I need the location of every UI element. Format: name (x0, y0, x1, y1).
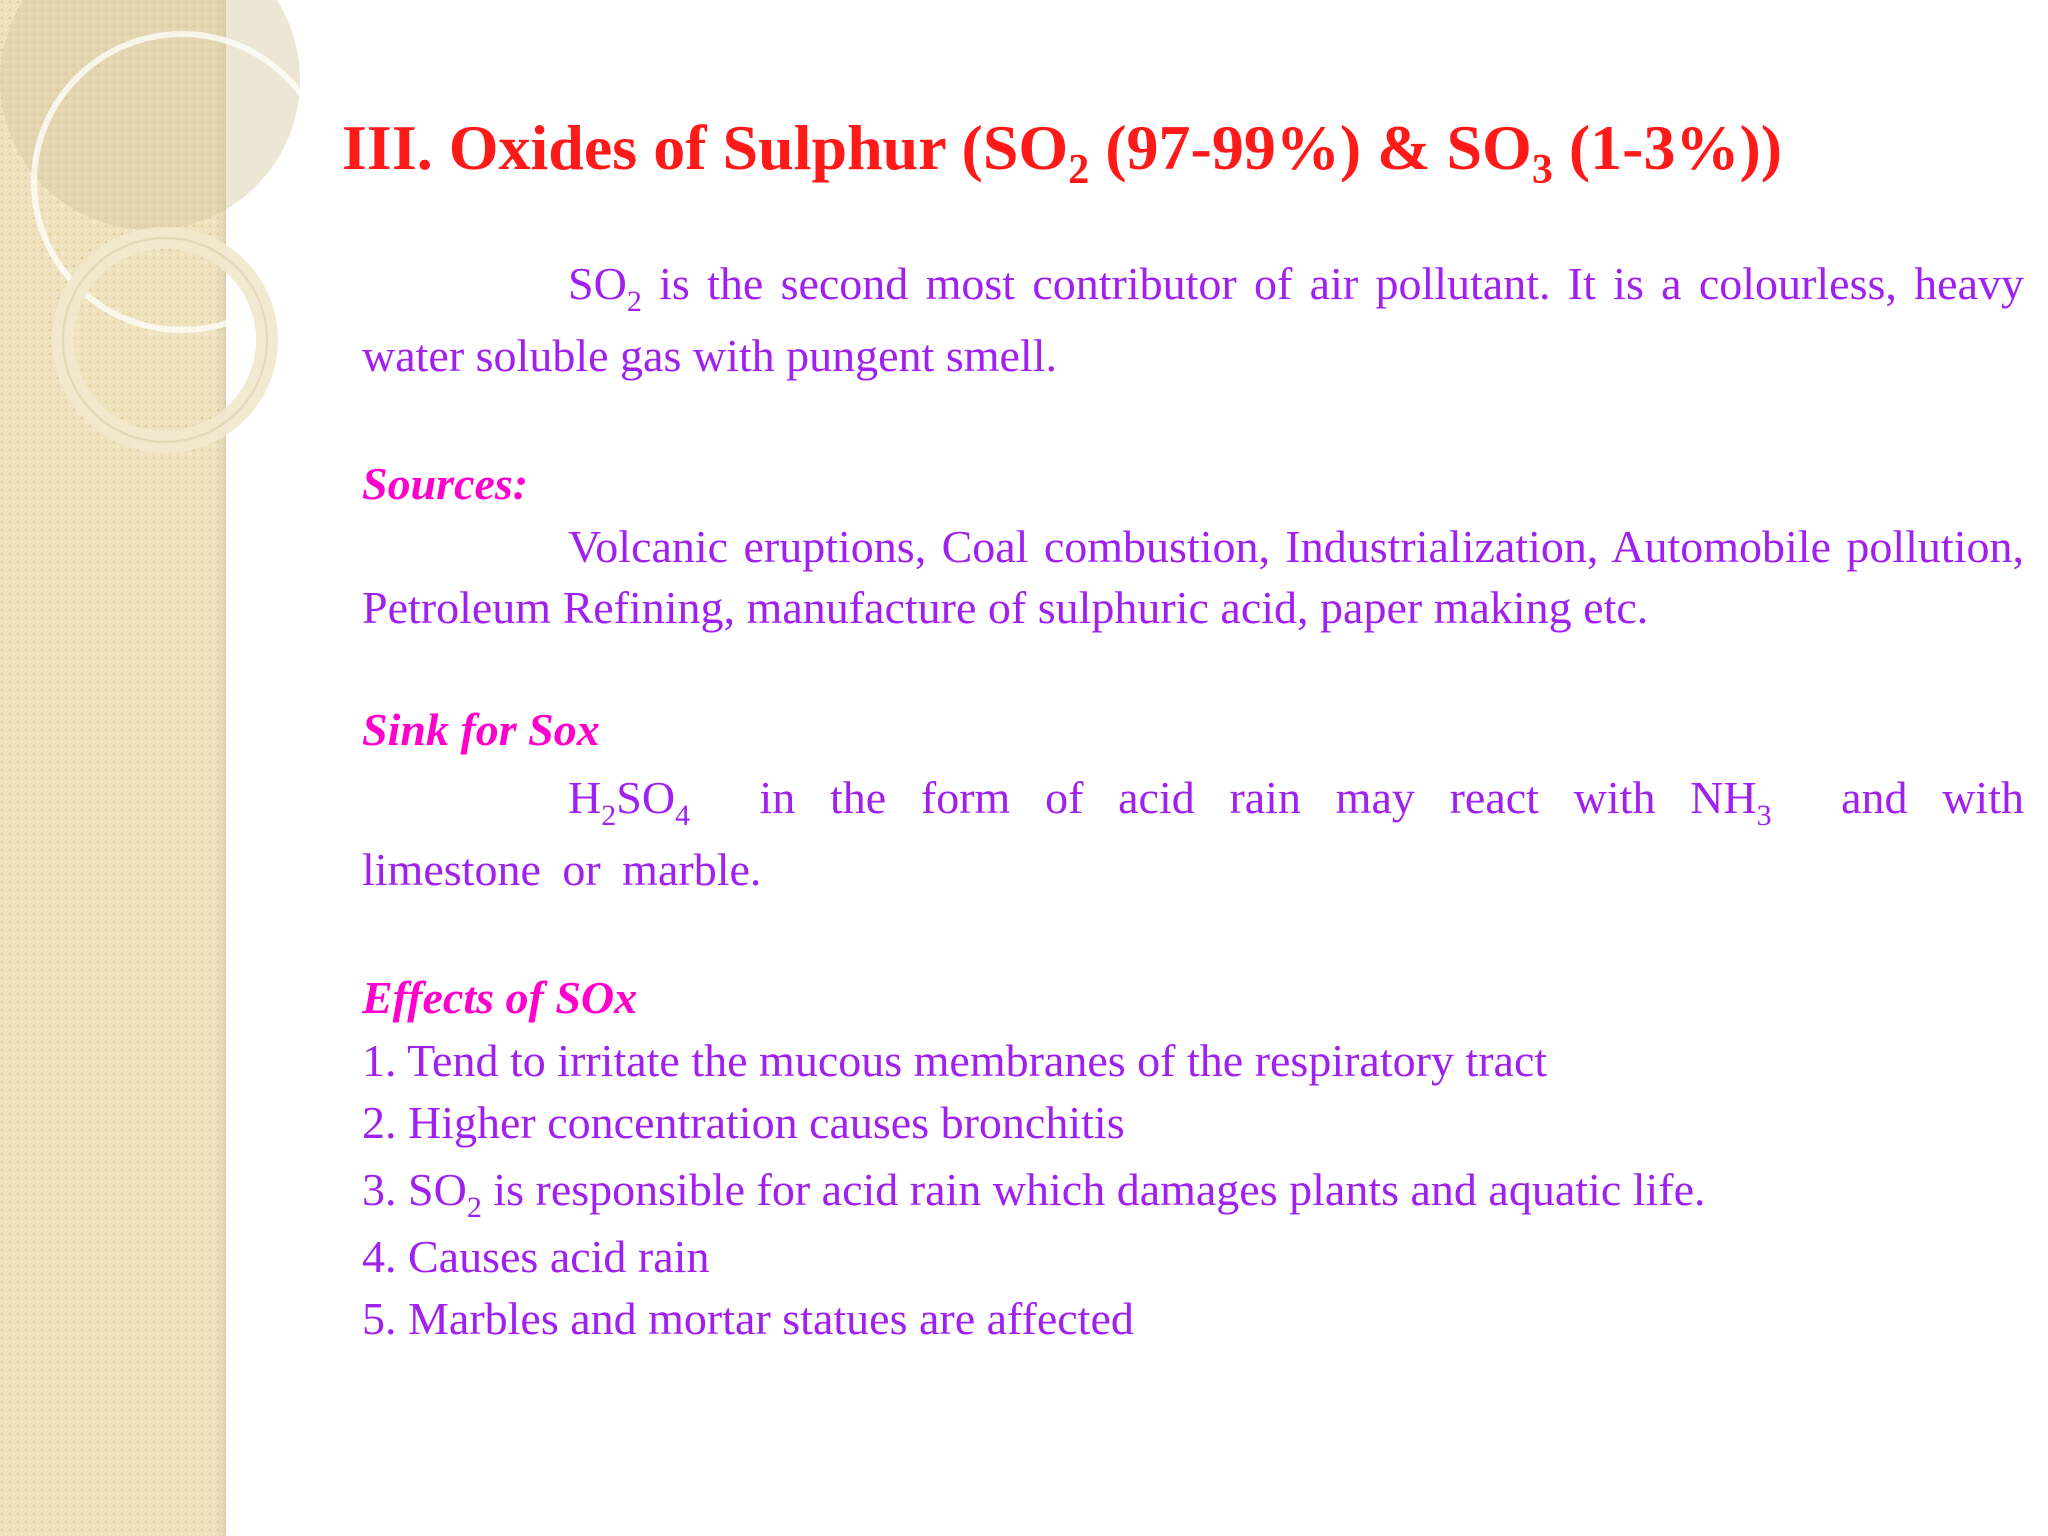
effect-item-3: 3. $SO_2$ is responsible for acid rain which damages plants and aquatic life. (362, 1164, 1706, 1224)
effect-item-2: 2. Higher concentration causes bronchitis (362, 1097, 1125, 1148)
sink-heading: Sink for Sox (362, 704, 600, 755)
effects-heading: Effects of SOx (362, 972, 638, 1023)
effects-list (362, 1030, 2024, 1350)
slide-content (362, 248, 2046, 1350)
effect-item-4: 4. Causes acid rain (362, 1231, 710, 1282)
sink-paragraph: $H_2SO_4$ in the form of acid rain may react with $NH_3$ and with limestone or marble. (362, 772, 2046, 895)
effect-item-1: 1. Tend to irritate the mucous membranes of the respiratory tract (362, 1035, 1548, 1086)
intro-paragraph: $SO_2$ is the second most contributor of air pollutant. It is a colourless, heavy water soluble gas with pungent smell. (362, 258, 2024, 381)
slide-title: III. Oxides of Sulphur ($SO_2$ (97-99%) & $SO_3$ (1-3%)) (342, 112, 1783, 193)
effect-item-5: 5. Marbles and mortar statues are affected (362, 1293, 1134, 1344)
sources-paragraph: Volcanic eruptions, Coal combustion, Industrialization, Automobile pollution, Petroleum Refining, manufacture of sulphuric acid, paper making etc. (362, 521, 2024, 633)
sources-heading: Sources: (362, 458, 529, 509)
decorative-rings (0, 0, 320, 520)
